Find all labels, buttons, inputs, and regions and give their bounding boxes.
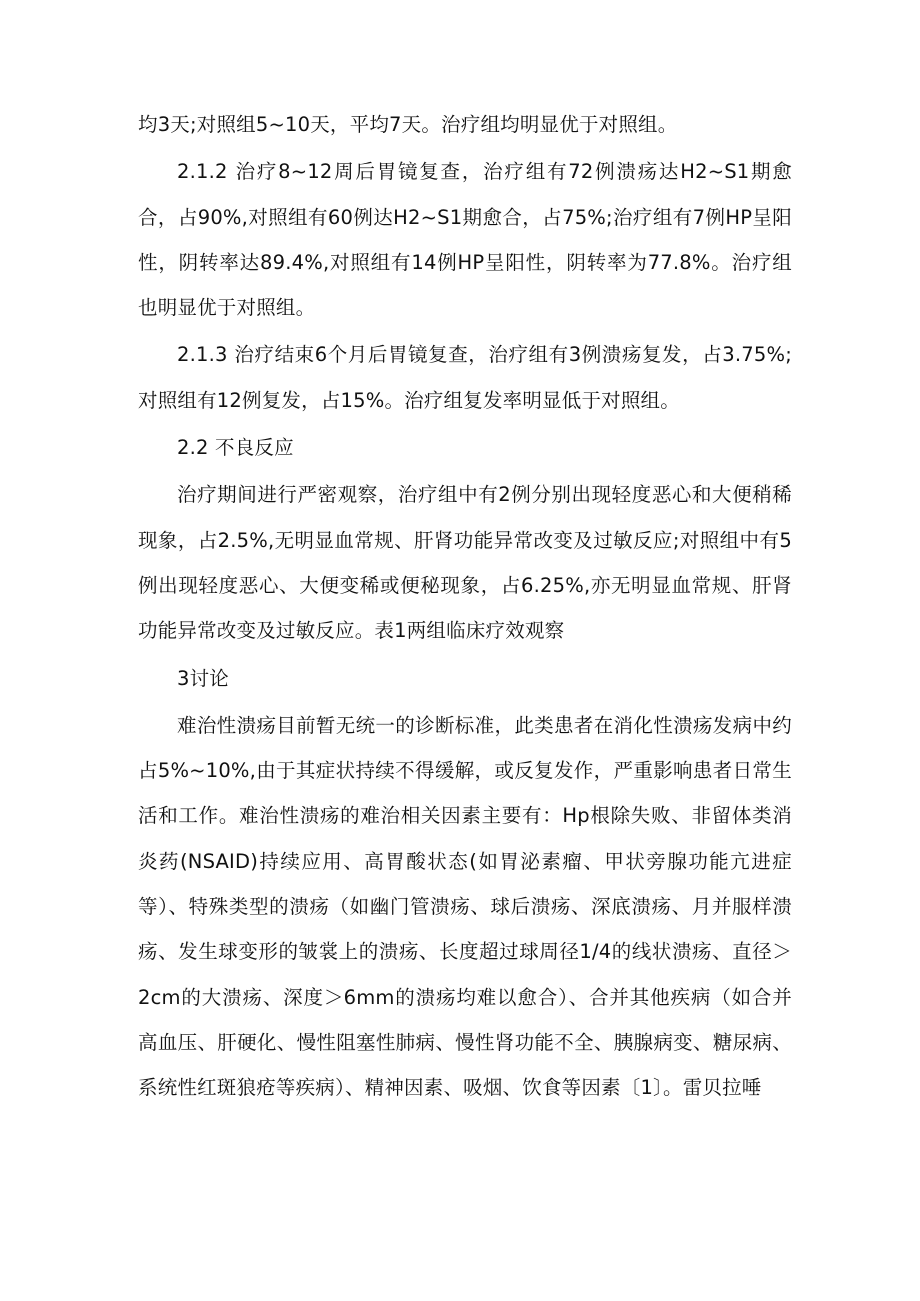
paragraph-continuation: 均3天;对照组5~10天，平均7天。治疗组均明显优于对照组。: [138, 113, 678, 136]
paragraph-adverse-reactions: 治疗期间进行严密观察，治疗组中有2例分别出现轻度恶心和大便稍稀现象，占2.5%,无明显血常规、肝肾功能异常改变及过敏反应;对照组中有5例出现轻度恶心、大便变稀或便秘现象，占6.25%,亦无明显血常规、肝肾功能异常改变及过敏反应。表1两组临床疗效观察: [138, 483, 792, 643]
paragraph-section-2-1-3: 2.1.3 治疗结束6个月后胃镜复查，治疗组有3例溃疡复发，占3.75%;对照组有12例复发，占15%。治疗组复发率明显低于对照组。: [138, 343, 792, 412]
paragraph-discussion: 难治性溃疡目前暂无统一的诊断标准，此类患者在消化性溃疡发病中约占5%~10%,由于其症状持续不得缓解，或反复发作，严重影响患者日常生活和工作。难治性溃疡的难治相关因素主要有：Hp根除失败、非留体类消炎药(NSAID)持续应用、高胃酸状态(如胃泌素瘤、甲状旁腺功能亢进症等）、特殊类型的溃疡（如幽门管溃疡、球后溃疡、深底溃疡、月并服样溃疡、发生球变形的皱裳上的溃疡、长度超过球周径1/4的线状溃疡、直径＞2cm的大溃疡、深度＞6mm的溃疡均难以愈合）、合并其他疾病（如合并高血压、肝硬化、慢性阻塞性肺病、慢性肾功能不全、胰腺病变、糖尿病、系统性红斑狼疮等疾病）、精神因素、吸烟、饮食等因素〔1〕。雷贝拉唾: [138, 713, 792, 1100]
paragraph-section-2-1-2: 2.1.2 治疗8~12周后胃镜复查，治疗组有72例溃疡达H2~S1期愈合，占90%,对照组有60例达H2~S1期愈合，占75%;治疗组有7例HP呈阳性，阴转率达89.4%,对照组有14例HP呈阳性，阴转率为77.8%。治疗组也明显优于对照组。: [138, 160, 792, 320]
document-body: [138, 102, 792, 1111]
section-heading-2-2: 2.2 不良反应: [177, 436, 294, 460]
section-heading-3: 3讨论: [177, 666, 230, 690]
